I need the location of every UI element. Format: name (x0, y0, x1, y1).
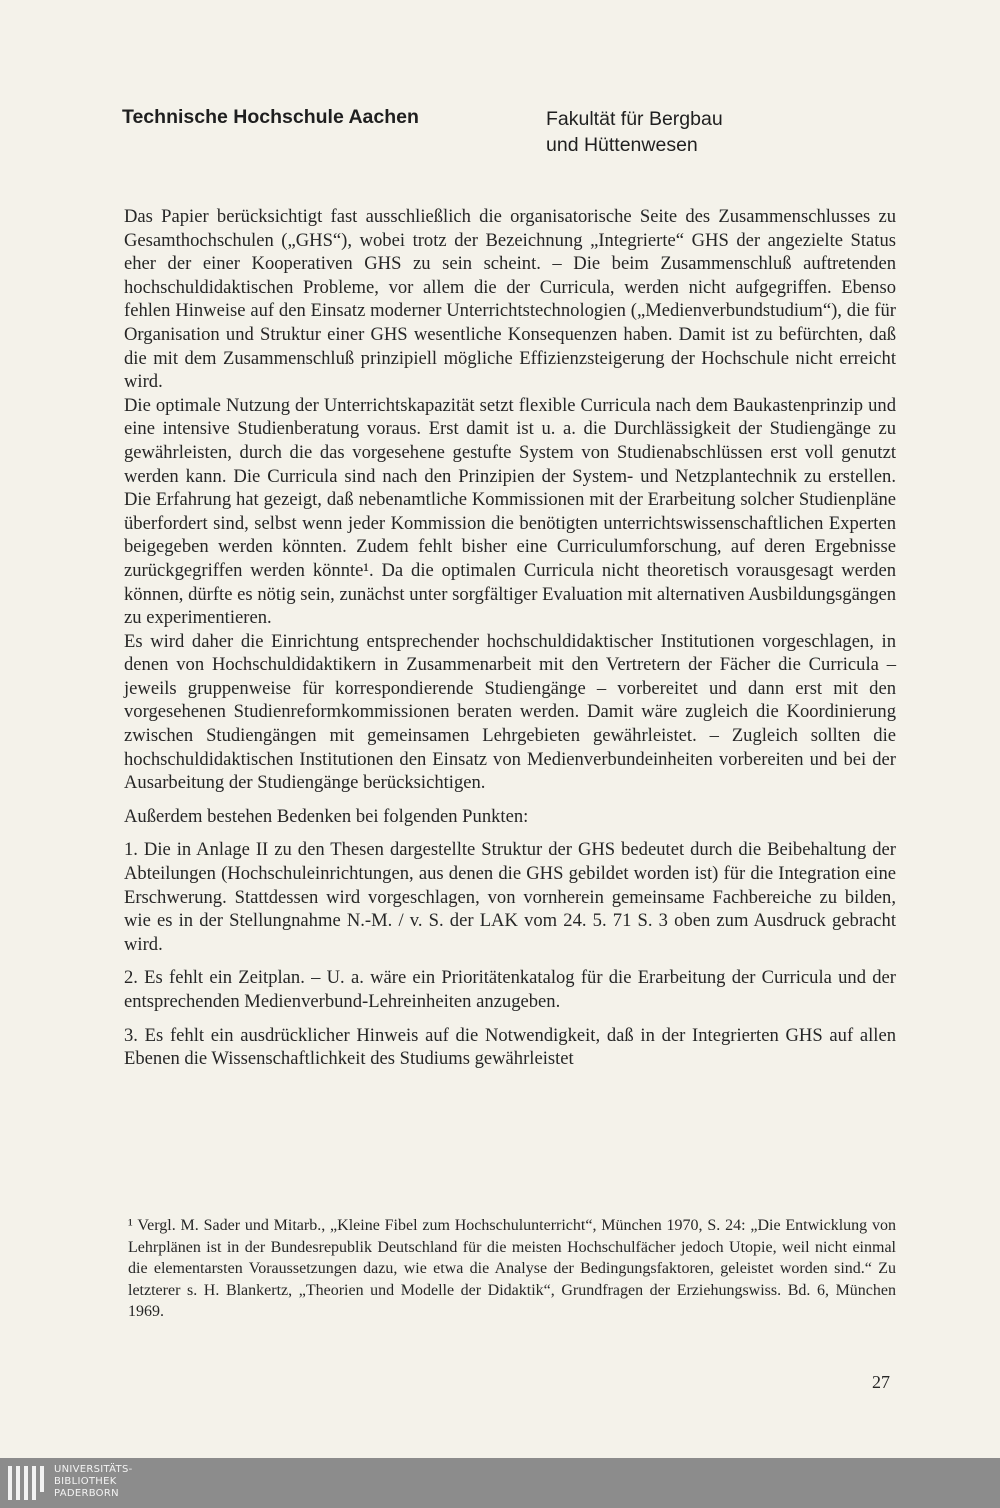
paragraph: Das Papier berücksichtigt fast ausschließlich die organisatorische Seite des Zusammenschlusses zu Gesamthochschulen („GHS“), wobei trotz der Bezeichnung „Integrierte“ GHS der angezielte Status eher der einer Kooperativen GHS zu sein scheint. – Die beim Zusammenschluß auftretenden hochschuldidaktischen Probleme, vor allem die der Curricula, werden nicht aufgegriffen. Ebenso fehlen Hinweise auf den Einsatz moderner Unterrichtstechnologien („Medienverbundstudium“), die für Organisation und Struktur einer GHS wesentliche Konsequenzen haben. Damit ist zu befürchten, daß die mit dem Zusammenschluß prinzipiell mögliche Effizienzsteigerung der Hochschule nicht erreicht wird. (124, 206, 896, 393)
institution-heading: Technische Hochschule Aachen (122, 106, 419, 128)
body-text (124, 205, 896, 1071)
library-banner (0, 1458, 1000, 1508)
list-item: 3. Es fehlt ein ausdrücklicher Hinweis auf die Notwendigkeit, daß in der Integrierten GHS auf allen Ebenen die Wissenschaftlichkeit des Studiums gewährleistet (124, 1024, 896, 1070)
faculty-heading (546, 106, 723, 158)
library-name-line1: UNIVERSITÄTS- (54, 1464, 133, 1475)
library-name-line3: PADERBORN (54, 1488, 119, 1499)
paragraph: Es wird daher die Einrichtung entsprechender hochschuldidaktischer Institutionen vorgeschlagen, in denen von Hochschuldidaktikern in Zusammenarbeit mit den Vertretern der Fächer die Curricula – jeweils gruppenweise für korrespondierende Studiengänge – vorbereitet und dann erst mit den vorgesehenen Studienreformkommissionen beraten werden. Damit wäre zugleich die Koordinierung zwischen Studiengängen mit gemeinsamen Lehrgebieten gewährleistet. – Zugleich sollten die hochschuldidaktischen Institutionen den Einsatz von Medienverbundeinheiten vorbereiten und bei der Ausarbeitung der Studiengänge berücksichtigen. (124, 630, 896, 794)
faculty-heading-line1: Fakultät für Bergbau (546, 108, 723, 130)
paragraph: Außerdem bestehen Bedenken bei folgenden Punkten: (124, 805, 529, 827)
paragraph: Die optimale Nutzung der Unterrichtskapazität setzt flexible Curricula nach dem Baukastenprinzip und eine intensive Studienberatung voraus. Erst damit ist u. a. die Durchlässigkeit der Studiengänge zu gewährleisten, durch die das vorgesehene gestufte System von Studienabschlüssen erst voll genutzt werden kann. Die Curricula sind nach den Prinzipien der System- und Netzplantechnik zu erstellen. Die Erfahrung hat gezeigt, daß nebenamtliche Kommissionen mit der Erarbeitung solcher Studienpläne überfordert sind, selbst wenn jeder Kommission die benötigten unterrichtswissenschaftlichen Experten beigegeben werden könnten. Zudem fehlt bisher eine Curriculumforschung, auf deren Ergebnisse zurückgegriffen werden könnte¹. Da die optimalen Curricula nicht theoretisch vorausgesagt werden können, dürfte es nötig sein, zunächst unter sorgfältiger Evaluation mit alternativen Ausbildungsgängen zu experimentieren. (124, 394, 896, 629)
library-logo-icon (8, 1464, 44, 1502)
footnote-text: ¹ Vergl. M. Sader und Mitarb., „Kleine Fibel zum Hochschulunterricht“, München 1970, S. 24: „Die Entwicklung von Lehrplänen ist in der Bundesrepublik Deutschland für die meisten Hochschulfächer jedoch Utopie, weil nicht einmal die elementarsten Voraussetzungen dazu, wie etwa die Analyse der Bedingungsfaktoren, geleistet worden sind.“ Zu letzterer s. H. Blankertz, „Theorien und Modelle der Didaktik“, Grundfragen der Erziehungswiss. Bd. 6, München 1969. (128, 1217, 896, 1320)
footnote (128, 1215, 896, 1323)
list-item: 2. Es fehlt ein Zeitplan. – U. a. wäre ein Prioritätenkatalog für die Erarbeitung der Curricula und der entsprechenden Medienverbund-Lehreinheiten anzugeben. (124, 967, 896, 1012)
list-item: 1. Die in Anlage II zu den Thesen dargestellte Struktur der GHS bedeutet durch die Beibehaltung der Abteilungen (Hochschuleinrichtungen, aus denen die GHS gebildet worden ist) für die Integration eine Erschwerung. Stattdessen wird vorgeschlagen, von vornherein gemeinsame Fachbereiche zu bilden, wie es in der Stellungnahme N.-M. / v. S. der LAK vom 24. 5. 71 S. 3 oben zum Ausdruck gebracht wird. (124, 839, 896, 955)
page-number: 27 (872, 1372, 890, 1392)
library-logo (8, 1464, 148, 1502)
faculty-heading-line2: und Hüttenwesen (546, 134, 698, 156)
library-name (54, 1464, 133, 1500)
library-name-line2: BIBLIOTHEK (54, 1476, 117, 1487)
